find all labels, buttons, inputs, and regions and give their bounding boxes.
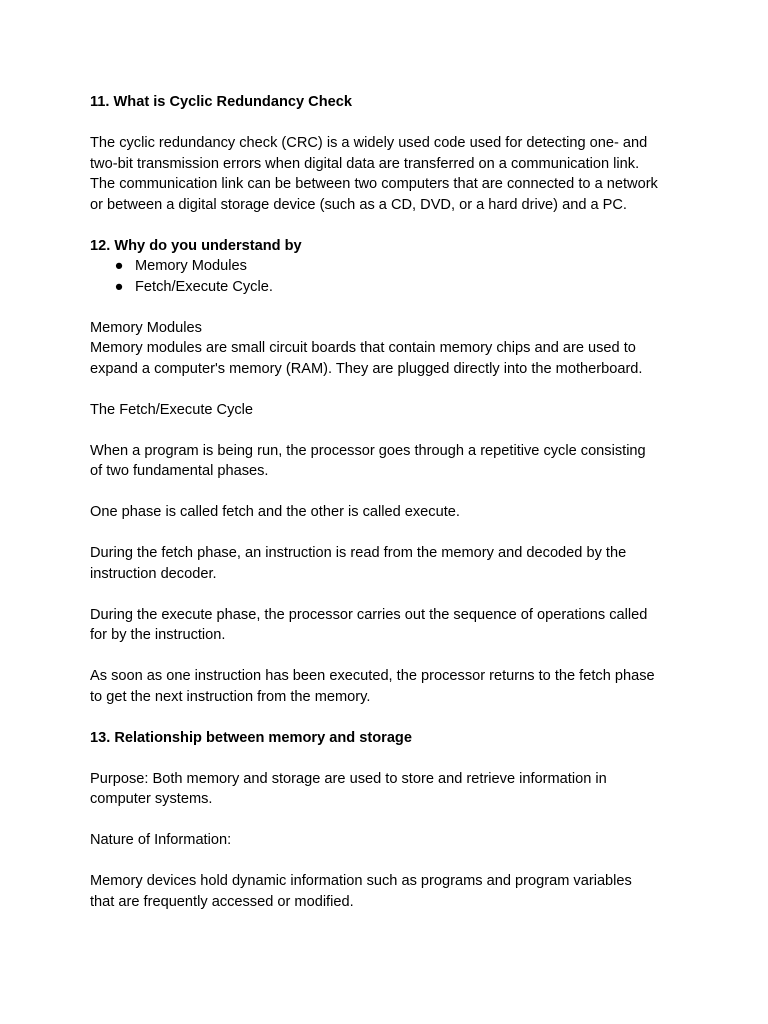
- section-12-heading: 12. Why do you understand by: [90, 237, 302, 254]
- paragraph-line: of two fundamental phases.: [90, 463, 269, 479]
- section-11-heading: 11. What is Cyclic Redundancy Check: [90, 94, 352, 110]
- section-13-heading: 13. Relationship between memory and storage: [90, 729, 412, 746]
- nature-of-information-label: Nature of Information:: [90, 832, 232, 848]
- crc-line: or between a digital storage device (such as a CD, DVD, or a hard drive) and a PC.: [90, 196, 627, 213]
- bullet-icon: ●: [114, 278, 124, 295]
- crc-line: two-bit transmission errors when digital data are transferred on a communication link.: [90, 155, 640, 172]
- fetch-execute-paragraph-2: [90, 502, 690, 523]
- list-item-label: Fetch/Execute Cycle.: [135, 278, 273, 295]
- paragraph-line: for by the instruction.: [90, 627, 226, 643]
- fetch-execute-paragraph-3: [90, 543, 690, 584]
- paragraph-line: instruction decoder.: [90, 565, 217, 582]
- paragraph-line: As soon as one instruction has been executed, the processor returns to the fetch phase: [90, 668, 655, 684]
- crc-line: The communication link can be between two computers that are connected to a network: [90, 176, 658, 192]
- memory-modules-subheading: Memory Modules: [90, 319, 202, 336]
- crc-paragraph: [90, 133, 690, 215]
- paragraph-line: One phase is called fetch and the other is called execute.: [90, 504, 460, 520]
- purpose-paragraph: [90, 769, 690, 810]
- paragraph-line: to get the next instruction from the memory.: [90, 688, 371, 705]
- memory-modules-line: Memory modules are small circuit boards that contain memory chips and are used to: [90, 340, 636, 356]
- paragraph-line: computer systems.: [90, 791, 213, 807]
- fetch-execute-paragraph-4: [90, 605, 690, 646]
- fetch-execute-paragraph-5: [90, 666, 690, 707]
- paragraph-line: During the execute phase, the processor carries out the sequence of operations called: [90, 606, 648, 623]
- memory-modules-line: expand a computer's memory (RAM). They are plugged directly into the motherboard.: [90, 360, 643, 377]
- list-item-label: Memory Modules: [135, 258, 247, 274]
- paragraph-line: Purpose: Both memory and storage are used to store and retrieve information in: [90, 770, 607, 787]
- memory-devices-paragraph: [90, 871, 690, 912]
- bullet-icon: ●: [114, 258, 124, 274]
- list-item: [90, 277, 690, 298]
- memory-modules-paragraph: [90, 338, 690, 379]
- crc-line: The cyclic redundancy check (CRC) is a widely used code used for detecting one- and: [90, 135, 648, 151]
- fetch-execute-subheading: The Fetch/Execute Cycle: [90, 401, 254, 418]
- paragraph-line: When a program is being run, the processor goes through a repetitive cycle consisting: [90, 442, 646, 459]
- fetch-execute-paragraph-1: [90, 441, 690, 482]
- paragraph-line: Memory devices hold dynamic information such as programs and program variables: [90, 873, 632, 889]
- document-page: [90, 92, 690, 912]
- section-12-bullet-list: [90, 256, 690, 297]
- paragraph-line: that are frequently accessed or modified.: [90, 893, 354, 910]
- list-item: [90, 256, 690, 277]
- paragraph-line: During the fetch phase, an instruction is read from the memory and decoded by the: [90, 545, 627, 561]
